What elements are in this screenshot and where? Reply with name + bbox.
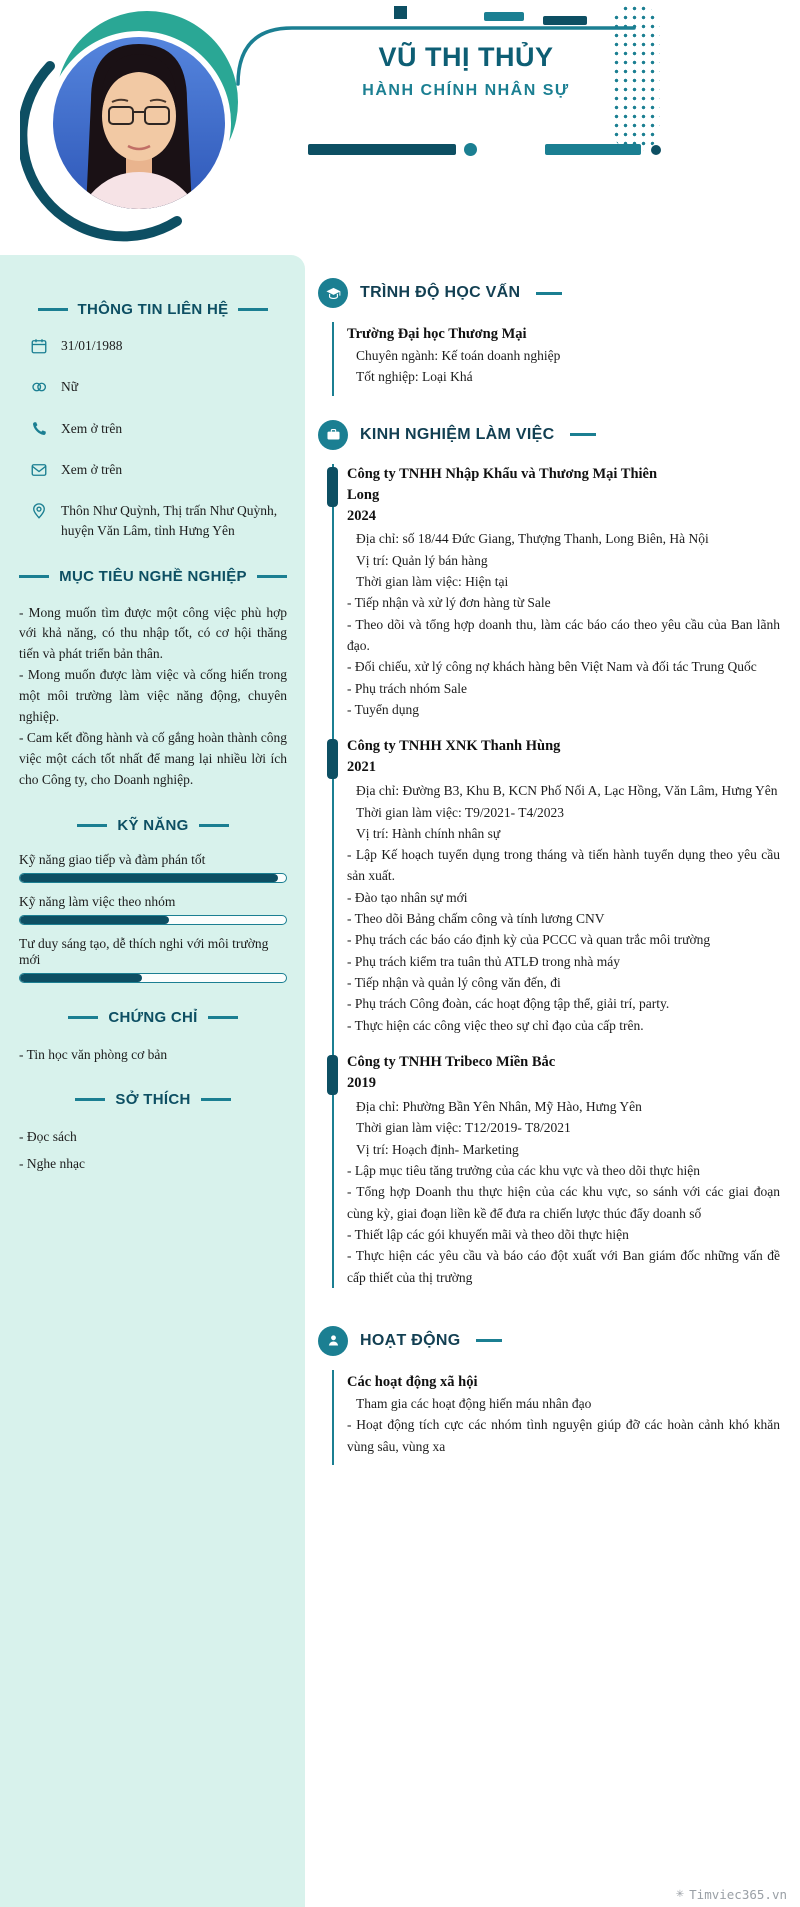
header-dot-pattern <box>612 4 660 152</box>
job-bullets <box>347 844 780 1036</box>
job-bullet-line: - Tiếp nhận và xử lý đơn hàng từ Sale <box>347 595 551 611</box>
experience-heading-label: KINH NGHIỆM LÀM VIỆC <box>360 425 555 443</box>
contact-item-email <box>30 460 289 480</box>
job-bullet-line: - Thiết lập các gói khuyến mãi và theo dõi thực hiện <box>347 1226 629 1242</box>
heading-dash <box>208 1016 238 1019</box>
objective-heading-label: MỤC TIÊU NGHỀ NGHIỆP <box>59 567 247 585</box>
certificates-heading-label: CHỨNG CHỈ <box>108 1008 198 1026</box>
person-icon <box>318 1326 348 1356</box>
header-deco-bar <box>484 12 524 21</box>
skill-progress-track <box>19 915 287 925</box>
heading-dash <box>68 1016 98 1019</box>
job-detail-line: Thời gian làm việc: Hiện tại <box>356 574 509 590</box>
job-year: 2024 <box>347 507 376 524</box>
company-name: Công ty TNHH Nhập Khẩu và Thương Mại Thiên Long <box>347 465 658 503</box>
heading-tail-dash <box>536 292 562 295</box>
job-detail-line: Thời gian làm việc: T9/2021- T4/2023 <box>356 804 564 820</box>
job-bullet-line: - Theo dõi và tổng hợp doanh thu, làm các báo cáo theo yêu cầu của Ban lãnh đạo. <box>347 616 780 654</box>
job-detail-line: Địa chỉ: số 18/44 Đức Giang, Thượng Thanh, Long Biên, Hà Nội <box>356 531 709 547</box>
photo-person <box>53 37 225 209</box>
timeline-marker <box>327 739 338 779</box>
skill-item <box>19 936 287 983</box>
objective-paragraph: - Cam kết đồng hành và cố gắng hoàn thành công việc một cách tốt nhất để mang lại nhiều lời ích cho Công ty, cho Doanh nghiệp. <box>19 730 287 787</box>
hobby-item: - Đọc sách <box>19 1129 77 1145</box>
header-underline-dot <box>464 143 477 156</box>
sidebar <box>0 255 305 1907</box>
title-block <box>320 42 612 100</box>
job-bullet-line: - Lập mục tiêu tăng trưởng của các khu vực và theo dõi thực hiện <box>347 1162 700 1178</box>
activity-bullets <box>347 1414 780 1457</box>
activity-title: Các hoạt động xã hội <box>347 1373 478 1390</box>
skill-label: Kỹ năng làm việc theo nhóm <box>19 893 176 909</box>
header-underline-bar <box>308 144 456 155</box>
header-underline-dot <box>651 145 661 155</box>
hobbies-heading-label: SỞ THÍCH <box>115 1091 191 1109</box>
heading-dash <box>75 1098 105 1101</box>
job-detail-line: Thời gian làm việc: T12/2019- T8/2021 <box>356 1120 571 1136</box>
job-bullet-line: - Thực hiện các yêu cầu và báo cáo đột xuất với Ban giám đốc những vấn đề cấp thiết của thị trường <box>347 1248 780 1285</box>
education-entry <box>332 322 780 396</box>
experience-timeline <box>332 464 780 1288</box>
job-details <box>347 528 780 592</box>
heading-dash <box>257 575 287 578</box>
objective-paragraph: - Mong muốn tìm được một công việc phù hợp với khả năng, có thu nhập tốt, có cơ hội thăng tiến và phát triển bản thân. <box>19 604 287 662</box>
education-lines <box>347 345 780 388</box>
skills-heading-label: KỸ NĂNG <box>117 816 189 834</box>
job-bullet-line: - Tuyển dụng <box>347 702 420 718</box>
job-detail-line: Vị trí: Hành chính nhân sự <box>356 825 501 841</box>
activity-line: Tham gia các hoạt động hiến máu nhân đạo <box>356 1395 592 1411</box>
heading-dash <box>238 308 268 311</box>
contact-text: Thôn Như Quỳnh, Thị trấn Như Quỳnh, huyện Văn Lâm, tỉnh Hưng Yên <box>61 503 278 539</box>
job-bullet-line: - Phụ trách các báo cáo định kỳ của PCCC và quan trắc môi trường <box>347 932 711 948</box>
skill-item <box>19 852 287 883</box>
job-bullet-line: - Đối chiếu, xử lý công nợ khách hàng bên Việt Nam và đối tác Trung Quốc <box>347 659 757 675</box>
heading-tail-dash <box>476 1339 502 1342</box>
watermark-icon: ✳ <box>675 1889 685 1900</box>
timeline-marker <box>327 1055 338 1095</box>
profile-photo <box>20 4 258 242</box>
heading-dash <box>38 308 68 311</box>
job-bullet-line: - Tổng hợp Doanh thu thực hiện của các khu vực, so sánh với các giai đoạn cùng kỳ, giai đoạn liền kề để đưa ra chiến lược thúc đẩy doanh số <box>347 1184 780 1221</box>
skill-label: Tư duy sáng tạo, dễ thích nghi với môi trường mới <box>19 935 269 967</box>
hobbies-heading <box>17 1091 289 1108</box>
job-bullet-line: - Phụ trách Công đoàn, các hoạt động tập thể, giải trí, party. <box>347 996 670 1012</box>
email-icon <box>30 461 48 479</box>
gender-icon <box>30 378 48 396</box>
activities-heading <box>318 1326 780 1356</box>
main-column <box>318 278 780 1465</box>
job-entry <box>347 1052 780 1288</box>
contact-heading <box>17 301 289 318</box>
contact-text: Xem ở trên <box>61 420 123 436</box>
job-bullets <box>347 1160 780 1288</box>
contact-item-birthday <box>30 336 289 356</box>
skill-progress-track <box>19 973 287 983</box>
company-name: Công ty TNHH XNK Thanh Hùng <box>347 738 561 755</box>
job-bullet-line: - Tiếp nhận và quản lý công văn đến, đi <box>347 975 561 991</box>
header <box>0 0 800 255</box>
certificate-list <box>17 1044 289 1066</box>
activities-heading-label: HOẠT ĐỘNG <box>360 1331 461 1349</box>
job-entry <box>347 736 780 1036</box>
candidate-job-title: HÀNH CHÍNH NHÂN SỰ <box>362 82 570 99</box>
hobby-list <box>17 1126 289 1174</box>
watermark <box>676 1887 787 1902</box>
heading-dash <box>19 575 49 578</box>
activity-bullet-line: - Hoạt động tích cực các nhóm tình nguyện giúp đỡ các hoàn cảnh khó khăn vùng sâu, vùng xa <box>347 1417 780 1454</box>
education-line: Chuyên ngành: Kế toán doanh nghiệp <box>356 348 561 364</box>
job-detail-line: Vị trí: Quản lý bán hàng <box>356 552 488 568</box>
briefcase-icon <box>318 420 348 450</box>
school-name: Trường Đại học Thương Mại <box>347 326 527 342</box>
skill-progress-track <box>19 873 287 883</box>
job-details <box>347 780 780 844</box>
contact-item-gender <box>30 377 289 397</box>
job-details <box>347 1096 780 1160</box>
skill-item <box>19 894 287 925</box>
contact-text: Nữ <box>61 379 79 395</box>
education-line: Tốt nghiệp: Loại Khá <box>356 369 473 385</box>
objective-paragraphs <box>17 603 289 791</box>
heading-dash <box>199 824 229 827</box>
certificate-item: - Tin học văn phòng cơ bản <box>19 1046 168 1062</box>
job-detail-line: Địa chỉ: Đường B3, Khu B, KCN Phố Nối A, Lạc Hồng, Văn Lâm, Hưng Yên <box>356 783 778 799</box>
header-deco-square <box>394 6 407 19</box>
skill-progress-fill <box>20 974 142 982</box>
job-bullet-line: - Lập Kế hoạch tuyển dụng trong tháng và tiến hành tuyển dụng theo yêu cầu sản xuất. <box>347 847 780 884</box>
calendar-icon <box>30 337 48 355</box>
skills-heading <box>17 817 289 834</box>
objective-heading <box>17 568 289 585</box>
contact-text: 31/01/1988 <box>61 338 123 353</box>
header-deco-bar <box>543 16 587 25</box>
activities-entry <box>332 1370 780 1465</box>
hobby-item: - Nghe nhạc <box>19 1155 85 1171</box>
contact-text: Xem ở trên <box>61 461 123 477</box>
timeline-marker <box>327 467 338 507</box>
skill-progress-fill <box>20 916 169 924</box>
job-bullets <box>347 592 780 720</box>
header-underline-bar <box>545 144 641 155</box>
education-heading <box>318 278 780 308</box>
job-detail-line: Vị trí: Hoạch định- Marketing <box>356 1141 519 1157</box>
location-icon <box>30 502 48 520</box>
company-name: Công ty TNHH Tribeco Miền Bắc <box>347 1054 556 1071</box>
job-entry <box>347 464 780 721</box>
contact-heading-label: THÔNG TIN LIÊN HỆ <box>77 301 229 318</box>
heading-dash <box>201 1098 231 1101</box>
skill-progress-fill <box>20 874 278 882</box>
contact-item-address <box>30 501 289 542</box>
watermark-text: Timviec365.vn <box>689 1887 787 1902</box>
job-bullet-line: - Đào tạo nhân sự mới <box>347 889 468 905</box>
activities-section <box>318 1326 780 1465</box>
certificates-heading <box>17 1009 289 1026</box>
job-bullet-line: - Theo dõi Bảng chấm công và tính lương CNV <box>347 911 605 927</box>
education-heading-label: TRÌNH ĐỘ HỌC VẤN <box>360 284 521 301</box>
heading-tail-dash <box>570 433 596 436</box>
activity-details <box>347 1393 780 1414</box>
job-bullet-line: - Thực hiện các công việc theo sự chỉ đạo của cấp trên. <box>347 1017 644 1033</box>
job-detail-line: Địa chỉ: Phường Bần Yên Nhân, Mỹ Hào, Hưng Yên <box>356 1098 642 1114</box>
skill-label: Kỹ năng giao tiếp và đàm phán tốt <box>19 851 206 867</box>
job-bullet-line: - Phụ trách nhóm Sale <box>347 680 467 696</box>
contact-item-phone <box>30 419 289 439</box>
heading-dash <box>77 824 107 827</box>
experience-heading <box>318 420 780 450</box>
job-bullet-line: - Phụ trách kiểm tra tuân thủ ATLĐ trong nhà máy <box>347 953 620 969</box>
phone-icon <box>30 420 48 438</box>
graduation-cap-icon <box>318 278 348 308</box>
objective-paragraph: - Mong muốn được làm việc và cống hiến trong một môi trường làm việc năng động, chuyên nghiệp. <box>19 667 287 725</box>
job-year: 2021 <box>347 759 376 776</box>
candidate-name: VŨ THỊ THỦY <box>378 42 554 72</box>
job-year: 2019 <box>347 1075 376 1092</box>
